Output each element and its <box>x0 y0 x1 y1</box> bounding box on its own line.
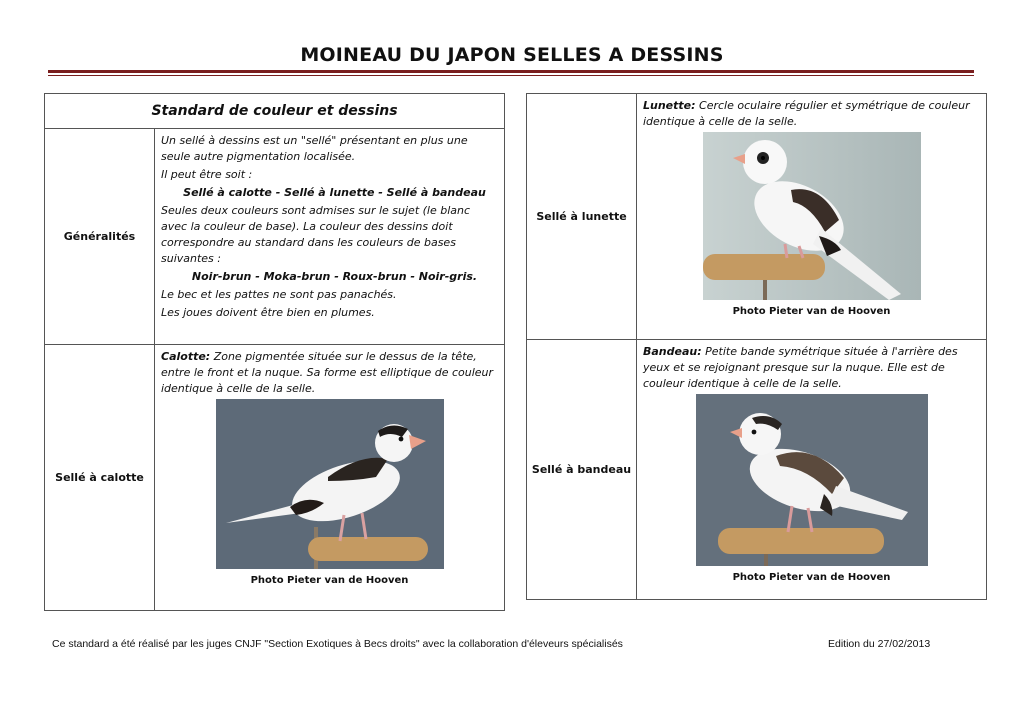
footer-note: Ce standard a été réalisé par les juges CNJF "Section Exotiques à Becs droits" avec la collaboration d'éleveurs spécialisés <box>52 638 623 650</box>
calotte-description: Zone pigmentée située sur le dessus de la tête, entre le front et la nuque. Sa forme est elliptique de couleur identique à celle de la selle. <box>161 350 494 395</box>
calotte-label: Sellé à calotte <box>45 345 155 611</box>
page-title: MOINEAU DU JAPON SELLES A DESSINS <box>300 44 724 66</box>
lunette-description: Cercle oculaire régulier et symétrique de couleur identique à celle de la selle. <box>643 99 970 128</box>
calotte-term: Calotte: <box>161 350 211 363</box>
title-rule-thick <box>48 70 974 73</box>
generalites-p7: Les joues doivent être bien en plumes. <box>161 306 375 319</box>
title-rule-thin <box>48 75 974 76</box>
generalites-p2: Il peut être soit : <box>161 168 253 181</box>
bandeau-description: Petite bande symétrique située à l'arrière des yeux et se rejoignant presque sur la nuque. Elle est de couleur identique à celle de la selle. <box>643 345 958 390</box>
bandeau-photo-credit: Photo Pieter van de Hooven <box>732 572 891 583</box>
generalites-p1: Un sellé à dessins est un "sellé" présentant en plus une seule autre pigmentation localisée. <box>161 134 468 163</box>
calotte-photo-credit: Photo Pieter van de Hooven <box>250 575 409 586</box>
bandeau-content <box>637 340 987 600</box>
table-header: Standard de couleur et dessins <box>45 94 505 129</box>
bandeau-bird-photo <box>696 394 928 566</box>
lunette-photo-credit: Photo Pieter van de Hooven <box>732 306 891 317</box>
bandeau-label: Sellé à bandeau <box>527 340 637 600</box>
lunette-label: Sellé à lunette <box>527 94 637 340</box>
generalites-content <box>155 129 505 345</box>
generalites-types: Sellé à calotte - Sellé à lunette - Sellé à bandeau <box>183 186 486 199</box>
bandeau-term: Bandeau: <box>643 345 702 358</box>
calotte-bird-photo <box>216 399 444 569</box>
footer-edition: Edition du 27/02/2013 <box>828 638 931 650</box>
generalites-p6: Le bec et les pattes ne sont pas panachés. <box>161 288 397 301</box>
left-standard-table <box>44 93 505 611</box>
generalites-label: Généralités <box>45 129 155 345</box>
generalites-p4: Seules deux couleurs sont admises sur le sujet (le blanc avec la couleur de base). La couleur des dessins doit correspondre au standard dans les couleurs de bases suivantes : <box>161 204 471 265</box>
lunette-content <box>637 94 987 340</box>
right-standard-table <box>526 93 987 600</box>
calotte-content <box>155 345 505 611</box>
lunette-bird-photo <box>703 132 921 300</box>
lunette-term: Lunette: <box>643 99 696 112</box>
generalites-colors: Noir-brun - Moka-brun - Roux-brun - Noir-gris. <box>191 270 478 283</box>
